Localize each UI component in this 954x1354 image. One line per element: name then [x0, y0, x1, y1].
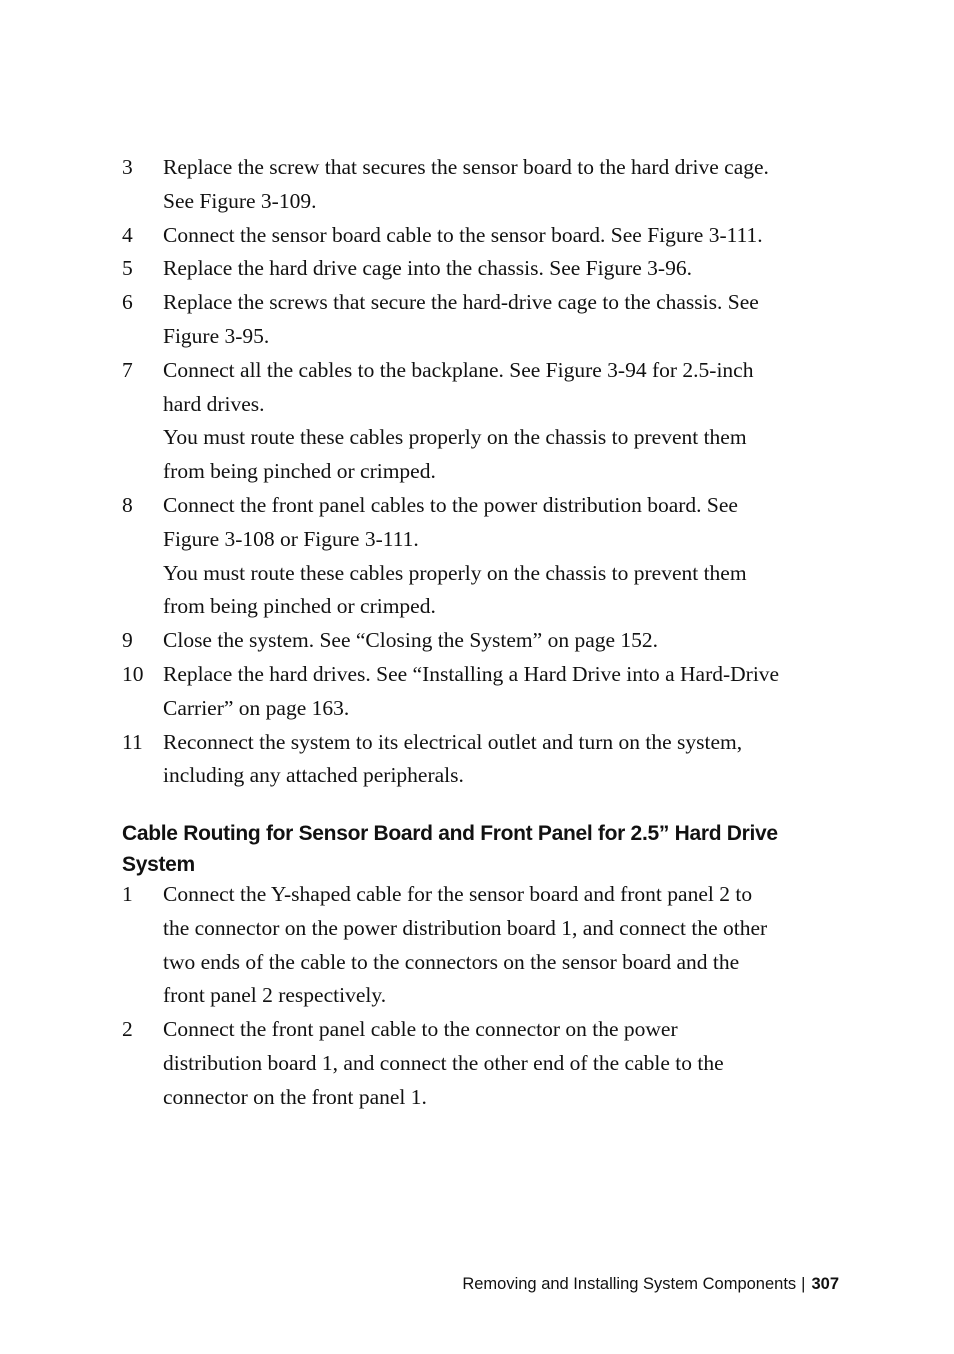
- list-item: [122, 151, 842, 219]
- step-line: Carrier” on page 163.: [163, 695, 350, 720]
- step-number: 1: [122, 882, 133, 906]
- step-line: hard drives.: [163, 391, 265, 416]
- step-line: Connect the Y-shaped cable for the sensor board and front panel 2 to: [163, 882, 753, 906]
- section-heading-line: System: [122, 853, 195, 876]
- step-text: [163, 658, 842, 726]
- section-heading-line: Cable Routing for Sensor Board and Front Panel for 2.5” Hard Drive: [122, 822, 778, 845]
- step-line: Replace the screw that secures the sensor board to the hard drive cage.: [163, 155, 769, 179]
- step-text: [163, 878, 842, 1013]
- list-item: [122, 658, 842, 726]
- step-line: front panel 2 respectively.: [163, 983, 387, 1008]
- step-line: Connect the front panel cable to the connector on the power: [163, 1017, 678, 1042]
- step-line: See Figure 3-109.: [163, 188, 317, 213]
- step-text: [163, 489, 842, 624]
- step-line: Replace the screws that secure the hard-drive cage to the chassis. See: [163, 290, 759, 315]
- step-line: Replace the hard drives. See “Installing a Hard Drive into a Hard-Drive: [163, 661, 780, 686]
- step-line: Connect the front panel cables to the power distribution board. See: [163, 492, 738, 517]
- cable-routing-steps-list: [122, 878, 842, 1115]
- step-note-line: You must route these cables properly on the chassis to prevent them: [163, 425, 747, 450]
- footer-section-title: Removing and Installing System Components: [462, 1275, 797, 1293]
- step-line: the connector on the power distribution board 1, and connect the other: [163, 915, 768, 940]
- step-number: 10: [122, 661, 144, 686]
- list-item: [122, 219, 842, 253]
- step-text: [163, 624, 842, 658]
- list-item: [122, 286, 842, 354]
- list-item: [122, 878, 842, 1013]
- step-text: [163, 726, 842, 794]
- step-number: 8: [122, 492, 133, 517]
- list-item: [122, 354, 842, 489]
- step-note-line: You must route these cables properly on the chassis to prevent them: [163, 560, 747, 585]
- step-text: [163, 151, 842, 219]
- step-text: [163, 1013, 842, 1114]
- step-number: 7: [122, 357, 133, 382]
- step-number: 9: [122, 628, 133, 653]
- list-item: [122, 252, 842, 286]
- step-text: [163, 354, 842, 489]
- step-text: [163, 219, 842, 253]
- step-line: including any attached peripherals.: [163, 763, 464, 788]
- list-item: [122, 1013, 842, 1114]
- list-item: [122, 489, 842, 624]
- step-number: 11: [122, 729, 143, 754]
- step-line: distribution board 1, and connect the other end of the cable to the: [163, 1050, 724, 1075]
- procedure-steps-list: [122, 151, 842, 793]
- step-number: 5: [122, 256, 133, 281]
- footer-separator: |: [801, 1275, 806, 1293]
- step-line: Figure 3-95.: [163, 323, 270, 348]
- step-note-line: from being pinched or crimped.: [163, 594, 436, 619]
- list-item: [122, 726, 842, 794]
- section-heading: [122, 818, 842, 880]
- step-number: 3: [122, 155, 133, 179]
- step-line: connector on the front panel 1.: [163, 1084, 427, 1109]
- step-line: two ends of the cable to the connectors on the sensor board and the: [163, 949, 740, 974]
- step-line: Connect all the cables to the backplane. See Figure 3-94 for 2.5-inch: [163, 357, 754, 382]
- step-line: Figure 3-108 or Figure 3-111.: [163, 526, 419, 551]
- step-line: Replace the hard drive cage into the chassis. See Figure 3-96.: [163, 256, 692, 281]
- step-number: 6: [122, 290, 133, 315]
- page-number: 307: [811, 1275, 839, 1293]
- step-text: [163, 252, 842, 286]
- step-line: Connect the sensor board cable to the sensor board. See Figure 3-111.: [163, 222, 763, 247]
- step-line: Reconnect the system to its electrical outlet and turn on the system,: [163, 729, 743, 754]
- step-number: 4: [122, 222, 133, 247]
- step-number: 2: [122, 1017, 133, 1042]
- step-text: [163, 286, 842, 354]
- list-item: [122, 624, 842, 658]
- step-note-line: from being pinched or crimped.: [163, 459, 436, 484]
- page-footer: [462, 1272, 839, 1296]
- step-line: Close the system. See “Closing the System” on page 152.: [163, 628, 659, 653]
